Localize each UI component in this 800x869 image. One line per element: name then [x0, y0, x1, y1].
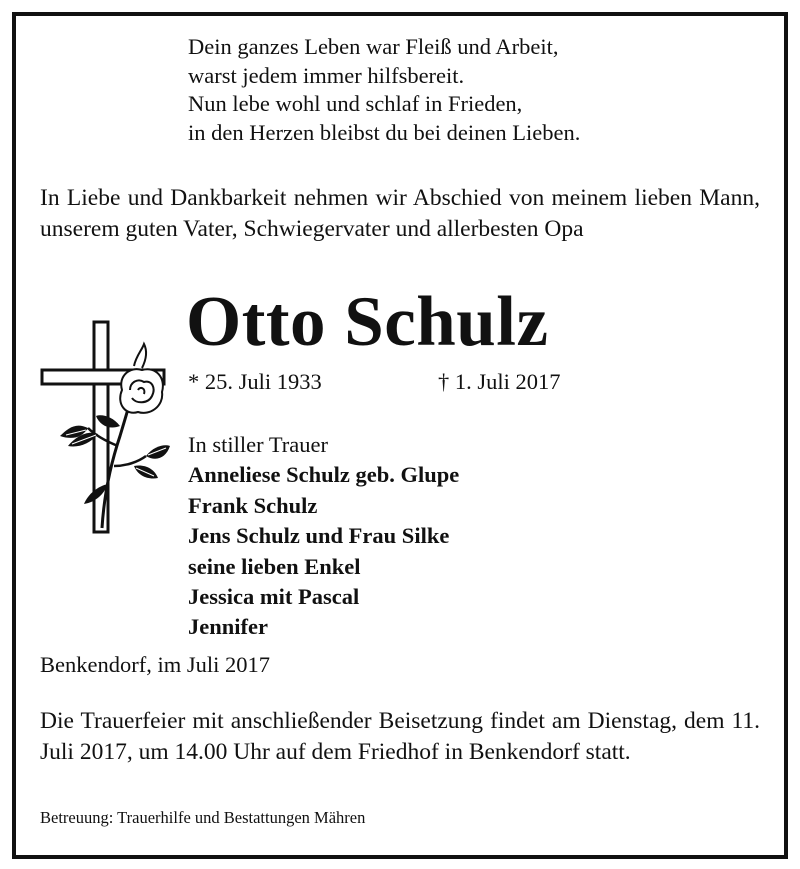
ceremony-text: Die Trauerfeier mit anschließender Beisetzung findet am Dienstag, dem 11. Juli 2017, um 14.00 Uhr auf dem Friedhof in Benkendorf statt.: [40, 708, 760, 765]
mourner-name: seine lieben Enkel: [188, 553, 361, 579]
deceased-name: Otto Schulz: [186, 283, 549, 361]
poem-line: warst jedem immer hilfsbereit.: [188, 62, 465, 88]
mourner-name: Jennifer: [188, 614, 268, 640]
birth-date: * 25. Juli 1933: [188, 369, 322, 394]
mourner-name: Jens Schulz und Frau Silke: [188, 523, 450, 549]
poem: [188, 33, 580, 147]
cross-with-rose-icon: [38, 316, 170, 536]
intro-text: In Liebe und Dankbarkeit nehmen wir Abschied von meinem lieben Mann, unserem guten Vater, Schwiegervater und allerbesten Opa: [40, 185, 760, 242]
poem-line: Dein ganzes Leben war Fleiß und Arbeit,: [188, 34, 559, 59]
poem-line: in den Herzen bleibst du bei deinen Lieben.: [188, 119, 581, 145]
place-date: Benkendorf, im Juli 2017: [40, 652, 270, 677]
mourner-name: Jessica mit Pascal: [188, 584, 360, 610]
mourner-name: Frank Schulz: [188, 492, 318, 518]
poem-line: Nun lebe wohl und schlaf in Frieden,: [188, 91, 523, 116]
mourners-list: [188, 430, 459, 643]
mourner-name: Anneliese Schulz geb. Glupe: [188, 462, 460, 488]
death-date: † 1. Juli 2017: [438, 369, 561, 394]
funeral-service-credit: Betreuung: Trauerhilfe und Bestattungen Mähren: [40, 808, 366, 827]
mourners-heading: In stiller Trauer: [188, 432, 328, 457]
